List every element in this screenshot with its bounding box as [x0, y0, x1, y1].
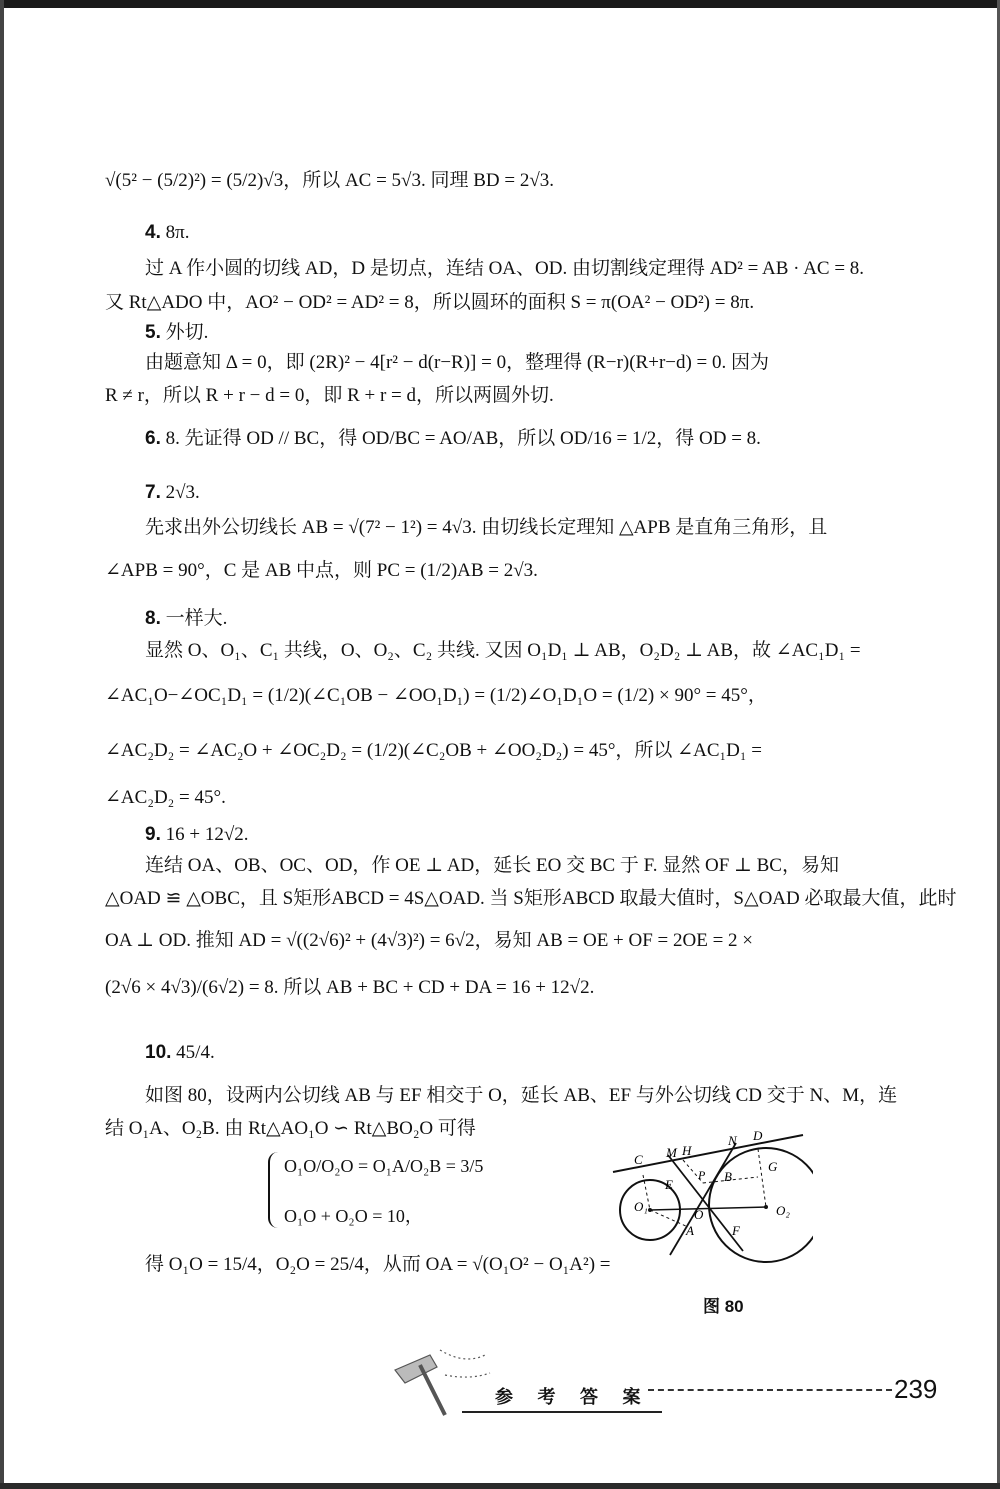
- text-line: 结 O₁A、O₂B. 由 Rt△AO₁O ∽ Rt△BO₂O 可得: [105, 1118, 476, 1139]
- point-label: A: [686, 1223, 694, 1238]
- text-line: 显然 O、O₁、C₁ 共线，O、O₂、C₂ 共线. 又因 O₁D₁ ⊥ AB，O₂D₂ ⊥ AB，故 ∠AC₁D₁ =: [145, 640, 861, 661]
- footer-rule: [462, 1411, 662, 1413]
- answer-text: 2√3.: [165, 482, 200, 503]
- text-line: 连结 OA、OB、OC、OD，作 OE ⊥ AD，延长 EO 交 BC 于 F. 显然 OF ⊥ BC，易知: [145, 855, 839, 876]
- answer-item-5: [145, 320, 860, 346]
- answer-item-8: [145, 606, 860, 632]
- answer-text: 8π.: [165, 222, 190, 243]
- item-number: 5.: [145, 322, 161, 343]
- answer-item-4: [145, 220, 860, 246]
- point-label: G: [768, 1159, 778, 1174]
- section-footer-label: 参 考 答 案: [495, 1387, 651, 1407]
- text-line: 又 Rt△ADO 中，AO² − OD² = AD² = 8，所以圆环的面积 S = π(OA² − OD²) = 8π.: [105, 292, 755, 313]
- hammer-decoration-icon: [385, 1345, 495, 1420]
- answer-text: 16 + 12√2.: [165, 824, 249, 845]
- text-line: ∠AC₂D₂ = ∠AC₂O + ∠OC₂D₂ = (1/2)(∠C₂OB + ∠OO₂D₂) = 45°，所以 ∠AC₁D₁ =: [105, 740, 762, 761]
- text-line: 过 A 作小圆的切线 AD，D 是切点，连结 OA、OD. 由切割线定理得 AD² = AB · AC = 8.: [145, 258, 865, 279]
- text-line: OA ⊥ OD. 推知 AD = √((2√6)² + (4√3)²) = 6√2，易知 AB = OE + OF = 2OE = 2 ×: [105, 930, 754, 951]
- item-number: 8.: [145, 608, 161, 629]
- text-line: R ≠ r，所以 R + r − d = 0，即 R + r = d，所以两圆外切.: [105, 385, 554, 406]
- text-line: ∠AC₂D₂ = 45°.: [105, 787, 226, 808]
- point-label: C: [634, 1152, 643, 1167]
- scan-border-left: [0, 0, 4, 1489]
- point-label: O₂: [776, 1203, 790, 1218]
- answer-text: 一样大.: [165, 608, 228, 629]
- text-line: 由题意知 Δ = 0，即 (2R)² − 4[r² − d(r−R)] = 0，整理得 (R−r)(R+r−d) = 0. 因为: [145, 352, 770, 373]
- answer-item-10: [145, 1040, 860, 1066]
- center-point: [648, 1208, 652, 1212]
- text-line: △OAD ≌ △OBC，且 S矩形ABCD = 4S△OAD. 当 S矩形ABCD 取最大值时，S△OAD 必取最大值，此时: [105, 888, 957, 909]
- point-label: N: [728, 1133, 737, 1148]
- answer-item-6: [145, 426, 860, 452]
- text-line: √(5² − (5/2)²) = (5/2)√3，所以 AC = 5√3. 同理 BD = 2√3.: [105, 170, 555, 191]
- figure-caption: 图 80: [703, 1297, 744, 1316]
- system-equation-2: O₁O + O₂O = 10，: [284, 1206, 423, 1226]
- dashed-radius: [758, 1149, 766, 1207]
- answer-item-7: [145, 480, 860, 506]
- point-label: H: [682, 1143, 692, 1158]
- large-circle: [709, 1148, 813, 1262]
- point-label: P: [698, 1168, 706, 1182]
- item-number: 9.: [145, 824, 161, 845]
- point-label: E: [665, 1177, 673, 1192]
- text-line: (2√6 × 4√3)/(6√2) = 8. 所以 AB + BC + CD + DA = 16 + 12√2.: [105, 977, 595, 998]
- scan-border-top: [0, 0, 1000, 8]
- dashed-radius: [650, 1210, 688, 1227]
- answer-text: 外切.: [165, 322, 209, 343]
- text-line: 先求出外公切线长 AB = √(7² − 1²) = 4√3. 由切线长定理知 △APB 是直角三角形，且: [145, 517, 828, 538]
- brace-icon: [268, 1152, 284, 1228]
- text-line: 得 O₁O = 15/4，O₂O = 25/4，从而 OA = √(O₁O² − O₁A²) =: [145, 1254, 611, 1275]
- footer-dashed-line: [648, 1389, 892, 1391]
- point-label: O₁: [634, 1199, 648, 1214]
- scan-border-bottom: [0, 1483, 1000, 1489]
- point-label: D: [753, 1128, 763, 1143]
- answer-item-9: [145, 822, 860, 848]
- system-equation-1: O₁O/O₂O = O₁A/O₂B = 3/5: [284, 1156, 484, 1176]
- text-line: ∠APB = 90°，C 是 AB 中点，则 PC = (1/2)AB = 2√3.: [105, 560, 538, 581]
- center-point: [764, 1205, 768, 1209]
- answer-text: 45/4.: [176, 1042, 215, 1063]
- item-number: 7.: [145, 482, 161, 503]
- point-label: M: [666, 1145, 677, 1160]
- item-number: 10.: [145, 1042, 172, 1063]
- point-label: O: [694, 1207, 704, 1222]
- page-number: 239: [894, 1374, 938, 1404]
- point-label: B: [724, 1169, 732, 1184]
- item-number: 4.: [145, 222, 161, 243]
- text-line: 如图 80，设两内公切线 AB 与 EF 相交于 O，延长 AB、EF 与外公切线 CD 交于 N、M，连: [145, 1085, 898, 1106]
- answer-text: 8. 先证得 OD // BC，得 OD/BC = AO/AB，所以 OD/16 = 1/2，得 OD = 8.: [165, 428, 761, 449]
- geometry-figure: [608, 1125, 813, 1265]
- item-number: 6.: [145, 428, 161, 449]
- point-label: F: [732, 1223, 740, 1238]
- text-line: ∠AC₁O−∠OC₁D₁ = (1/2)(∠C₁OB − ∠OO₁D₁) = (1/2)∠O₁D₁O = (1/2) × 90° = 45°，: [105, 685, 767, 706]
